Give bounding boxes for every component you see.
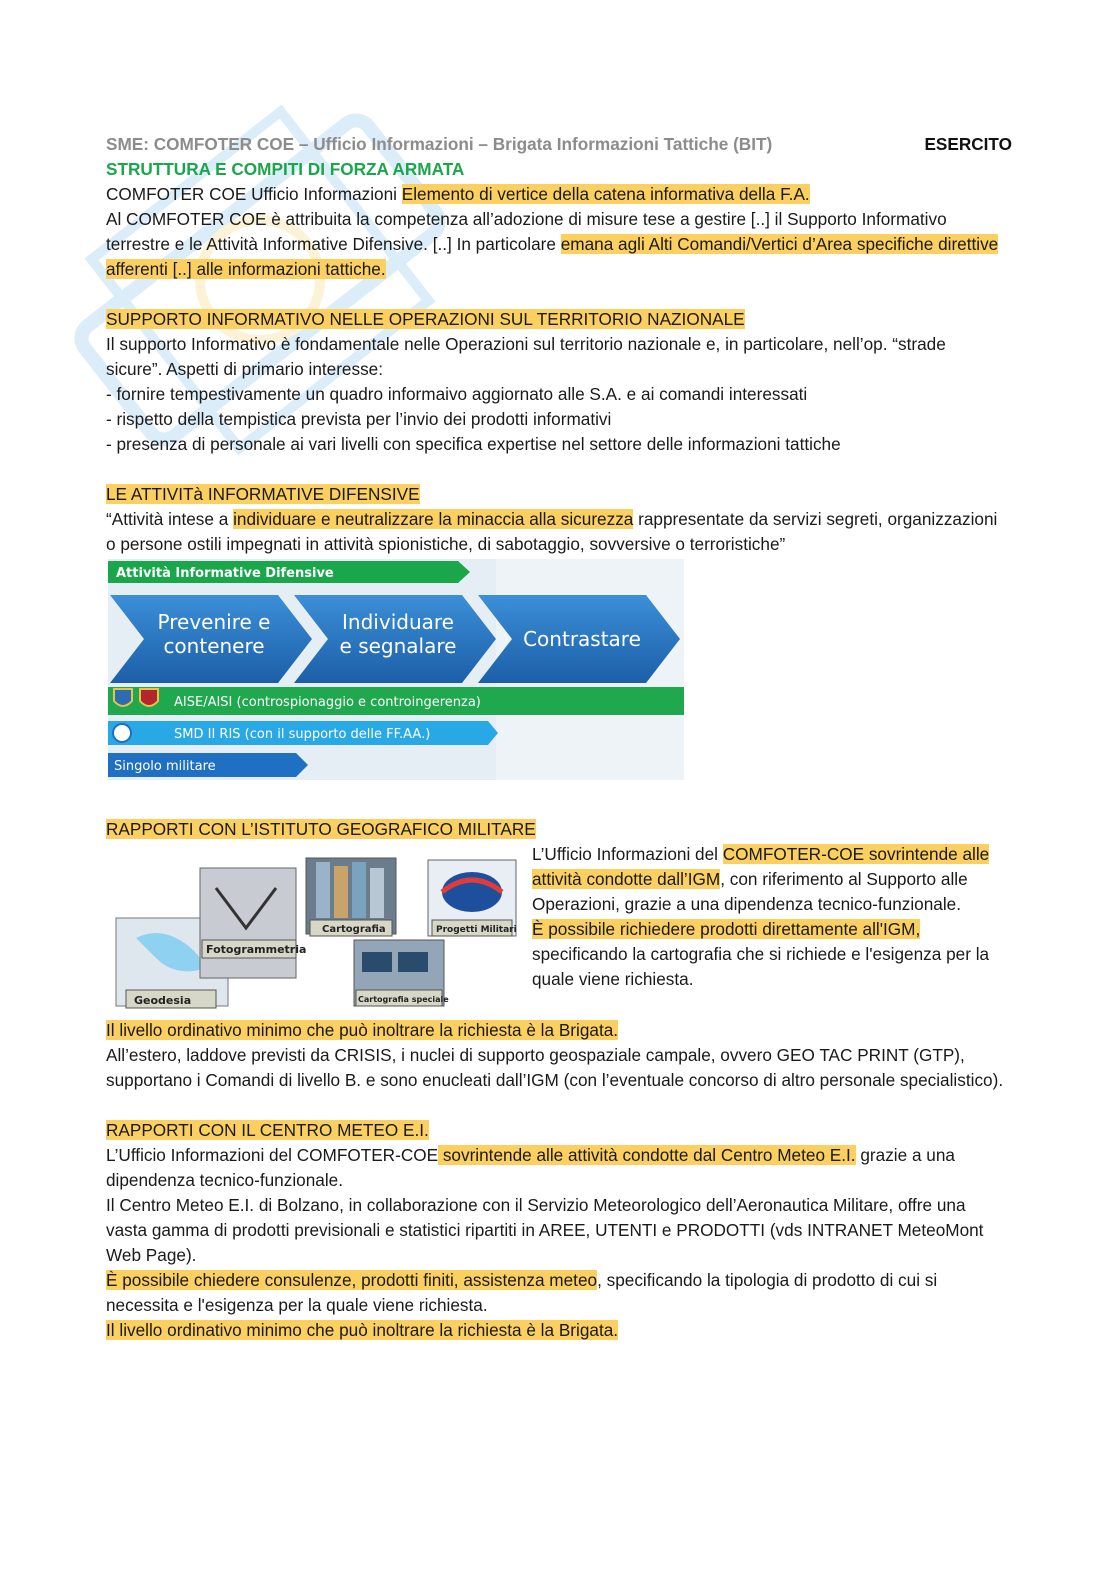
meteo-p1-post: grazie a una dipendenza tecnico-funzionale. (106, 1145, 955, 1190)
photo-label-fotogrammetria: Fotogrammetria (206, 943, 307, 956)
page-header (106, 132, 1012, 157)
supporto-bullet-3: - presenza di personale ai vari livelli con specifica expertise nel settore delle informazioni tattiche (106, 434, 841, 454)
header-title: SME: COMFOTER COE – Ufficio Informazioni – Brigata Informazioni Tattiche (BIT) (106, 134, 773, 154)
igm-p1-text: L’Ufficio Informazioni del (532, 844, 723, 864)
intro-p1-highlight: Elemento di vertice della catena informativa della F.A. (401, 184, 810, 204)
meteo-heading (106, 1118, 1006, 1143)
meteo-min-level (106, 1318, 1006, 1343)
aid-heading-text: LE ATTIVITà INFORMATIVE DIFENSIVE (106, 484, 420, 504)
supporto-text: Il supporto Informativo è fondamentale nelle Operazioni sul territorio nazionale e, in particolare, nell’op. “strade sicure”. Aspetti di primario interesse: (106, 334, 946, 379)
igm-p1-post: , con riferimento al Supporto alle Operazioni, grazie a una dipendenza tecnico-funzionale. (532, 869, 968, 914)
meteo-p3-highlight: È possibile chiedere consulenze, prodotti finiti, assistenza meteo (106, 1270, 598, 1290)
igm-heading (106, 817, 1006, 842)
intro-p2-highlight: emana agli Alti Comandi/Vertici d’Area specifiche direttive afferenti [..] alle informazioni tattiche. (106, 234, 999, 279)
bar-singolo-label: Singolo militare (114, 759, 216, 774)
igm-estero: All’estero, laddove previsti da CRISIS, i nuclei di supporto geospaziale campale, ovvero GEO TAC PRINT (GTP), supportano i Comandi di livello B. e sono enucleati dall’IGM (con l’eventuale concorso di altro personale specialistico). (106, 1045, 1004, 1090)
meteo-p1-text: L’Ufficio Informazioni del COMFOTER-COE (106, 1145, 439, 1165)
supporto-heading-text: SUPPORTO INFORMATIVO NELLE OPERAZIONI SUL TERRITORIO NAZIONALE (106, 309, 745, 329)
igm-paragraph-1 (532, 842, 992, 917)
step2-line2: e segnalare (339, 634, 457, 658)
igm-min-level-text: Il livello ordinativo minimo che può inoltrare la richiesta è la Brigata. (106, 1020, 619, 1040)
aid-heading (106, 482, 1006, 507)
meteo-p1-highlight: sovrintende alle attività condotte dal Centro Meteo E.I. (438, 1145, 856, 1165)
meteo-paragraph-1 (106, 1143, 1006, 1193)
header-right-label: ESERCITO (924, 134, 1012, 154)
supporto-bullet-2: - rispetto della tempistica prevista per l’invio dei prodotti informativi (106, 409, 612, 429)
igm-paragraph-2 (532, 917, 992, 992)
aid-quote (106, 507, 1006, 557)
supporto-bullet-1: - fornire tempestivamente un quadro informaivo aggiornato alle S.A. e ai comandi interessati (106, 384, 808, 404)
igm-text (532, 842, 992, 1018)
photo-label-cartografia-speciale: Cartografia speciale (358, 995, 449, 1004)
intro-p2-text: Al COMFOTER COE è attribuita la competenza all’adozione di misure tese a gestire [..] il Supporto Informativo terrestre e le Attività Informative Difensive. [..] In particolare (106, 209, 947, 254)
aid-quote-post: rappresentate da servizi segreti, organizzazioni o persone ostili impegnati in attività spionistiche, di sabotaggio, sovversive o terroristiche” (106, 509, 998, 554)
igm-min-level (106, 1018, 1006, 1043)
igm-p1-highlight: COMFOTER-COE sovrintende alle attività condotte dall’IGM (532, 844, 990, 889)
igm-heading-text: RAPPORTI CON L’ISTITUTO GEOGRAFICO MILITARE (106, 819, 536, 839)
bar-smd-label: SMD II RIS (con il supporto delle FF.AA.) (174, 727, 431, 742)
step3-label: Contrastare (523, 627, 641, 651)
meteo-paragraph-3 (106, 1268, 1006, 1318)
photo-label-geodesia: Geodesia (134, 994, 192, 1007)
photo-label-progetti-militari: Progetti Militari (436, 925, 517, 935)
aid-quote-highlight: individuare e neutralizzare la minaccia alla sicurezza (233, 509, 634, 529)
aid-diagram (108, 559, 684, 780)
meteo-p3-post: , specificando la tipologia di prodotto di cui si necessita e l'esigenza per la quale viene richiesta. (106, 1270, 938, 1315)
intro-paragraph-1 (106, 182, 1006, 207)
step1-line1: Prevenire e (157, 610, 271, 634)
photo-label-cartografia: Cartografia (322, 924, 386, 935)
igm-p2-highlight: È possibile richiedere prodotti direttamente all'IGM, (532, 919, 921, 939)
step2-line1: Individuare (342, 610, 454, 634)
aid-quote-pre: “Attività intese a (106, 509, 234, 529)
emblem-icon (113, 724, 131, 742)
page-content (106, 132, 1012, 1343)
aid-banner-label: Attività Informative Difensive (116, 566, 334, 581)
step1-line2: contenere (163, 634, 265, 658)
bar-aise-label: AISE/AISI (controspionaggio e controingerenza) (174, 695, 481, 710)
igm-block (106, 842, 1006, 1018)
supporto-heading (106, 307, 1006, 332)
intro-paragraph-2 (106, 207, 1006, 282)
meteo-heading-text: RAPPORTI CON IL CENTRO METEO E.I. (106, 1120, 429, 1140)
section-title: STRUTTURA E COMPITI DI FORZA ARMATA (106, 159, 465, 179)
intro-p1-text: COMFOTER COE Ufficio Informazioni (106, 184, 402, 204)
igm-p2-post: specificando la cartografia che si richiede e l'esigenza per la quale viene richiesta. (532, 944, 990, 989)
meteo-paragraph-2: Il Centro Meteo E.I. di Bolzano, in collaborazione con il Servizio Meteorologico dell’Aeronautica Militare, offre una vasta gamma di prodotti previsionali e statistici ripartiti in AREE, UTENTI e PRODOTTI (vds INTRANET MeteoMont Web Page). (106, 1195, 984, 1265)
meteo-min-level-text: Il livello ordinativo minimo che può inoltrare la richiesta è la Brigata. (106, 1320, 619, 1340)
igm-photo-collage (106, 848, 520, 1018)
